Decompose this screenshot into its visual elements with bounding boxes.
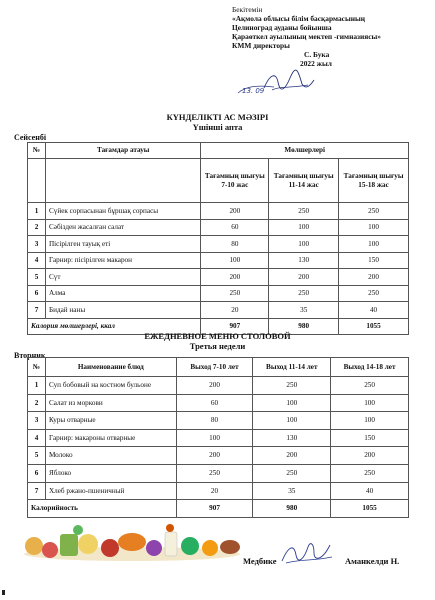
- total-row: [28, 500, 409, 518]
- dish-name: Салат из моркови: [45, 394, 176, 412]
- approval-line-2: Целиноград ауданы бойынша: [232, 22, 332, 32]
- portion-7-10: 80: [176, 412, 253, 430]
- portion-7-10: 250: [176, 464, 253, 482]
- ru-menu-table: [27, 357, 409, 518]
- row-number: 7: [28, 302, 46, 319]
- table-row: [28, 203, 409, 220]
- portion-7-10: 250: [201, 285, 269, 302]
- dish-name: Куры отварные: [45, 412, 176, 430]
- row-number: 3: [28, 412, 46, 430]
- approval-line-1: «Ақмола облысы білім басқармасының: [232, 13, 366, 23]
- portion-14-18: 250: [331, 377, 409, 395]
- kz-subheader-blank: [45, 159, 200, 203]
- ru-header-age2: Выход 11-14 лет: [253, 358, 331, 377]
- row-number: 3: [28, 236, 46, 253]
- total-11-14: 980: [269, 318, 339, 335]
- nurse-name: Аманкелди Н.: [345, 556, 400, 566]
- portion-14-18: 250: [331, 464, 409, 482]
- table-row: [28, 269, 409, 286]
- dish-name: Гарнир: макароны отварные: [45, 429, 176, 447]
- approval-block: [232, 6, 428, 69]
- kz-header-no: №: [28, 143, 46, 159]
- portion-11-14: 130: [269, 252, 339, 269]
- portion-15-18: 250: [339, 203, 409, 220]
- portion-7-10: 200: [176, 447, 253, 465]
- kz-header-name: Тағамдар атауы: [45, 143, 200, 159]
- approval-year: 2022 жыл: [300, 59, 332, 69]
- svg-text:13. 09: 13. 09: [242, 87, 265, 95]
- portion-15-18: 100: [339, 219, 409, 236]
- portion-15-18: 100: [339, 236, 409, 253]
- date-stamp: [236, 82, 276, 96]
- ru-header-age1: Выход 7-10 лет: [176, 358, 253, 377]
- nurse-role: Медбике: [243, 556, 277, 566]
- portion-11-14: 35: [253, 482, 331, 500]
- total-label: Калория мөлшерлері, ккал: [28, 318, 201, 335]
- portion-15-18: 200: [339, 269, 409, 286]
- ru-week: Третья недели: [189, 341, 246, 351]
- dish-name: Пісірілген тауық еті: [45, 236, 200, 253]
- approval-line-5: С. Бука: [304, 49, 330, 59]
- kz-day: Сейсенбі: [14, 133, 47, 142]
- dish-name: Хлеб ржано-пшеничный: [45, 482, 176, 500]
- portion-14-18: 150: [331, 429, 409, 447]
- total-7-10: 907: [176, 500, 253, 518]
- table-row: [28, 447, 409, 465]
- table-row: [28, 394, 409, 412]
- portion-11-14: 250: [269, 285, 339, 302]
- dish-name: Алма: [45, 285, 200, 302]
- kz-menu-table: [27, 142, 409, 335]
- portion-7-10: 20: [201, 302, 269, 319]
- portion-11-14: 100: [269, 236, 339, 253]
- portion-7-10: 200: [201, 269, 269, 286]
- row-number: 2: [28, 219, 46, 236]
- kz-title: КҮНДЕЛІКТІ АС МӘЗІРІ: [166, 112, 269, 122]
- table-row: [28, 429, 409, 447]
- portion-7-10: 200: [176, 377, 253, 395]
- portion-15-18: 40: [339, 302, 409, 319]
- table-row: [28, 464, 409, 482]
- row-number: 4: [28, 429, 46, 447]
- table-row: [28, 377, 409, 395]
- portion-14-18: 40: [331, 482, 409, 500]
- portion-11-14: 200: [269, 269, 339, 286]
- table-row: [28, 219, 409, 236]
- approval-line-4: КММ директоры: [232, 40, 290, 50]
- kz-week: Үшінші апта: [192, 122, 243, 132]
- table-row: [28, 236, 409, 253]
- approval-heading: Бекітемін: [232, 5, 263, 14]
- kz-header-portions: Мөлшерлері: [201, 143, 409, 159]
- total-7-10: 907: [201, 318, 269, 335]
- dish-name: Суп бобовый на костном бульоне: [45, 377, 176, 395]
- ru-title: ЕЖЕДНЕВНОЕ МЕНЮ СТОЛОВОЙ: [144, 331, 291, 341]
- row-number: 5: [28, 269, 46, 286]
- dish-name: Сүт: [45, 269, 200, 286]
- kz-header-age2: Тағамның шығуы 11-14 жас: [269, 159, 339, 203]
- ru-header-no: №: [28, 358, 46, 377]
- row-number: 7: [28, 482, 46, 500]
- portion-7-10: 100: [201, 252, 269, 269]
- food-illustration: [20, 520, 245, 562]
- ru-header-name: Наименование блюд: [45, 358, 176, 377]
- portion-15-18: 250: [339, 285, 409, 302]
- kz-header-age3: Тағамның шығуы 15-18 жас: [339, 159, 409, 203]
- portion-7-10: 100: [176, 429, 253, 447]
- portion-11-14: 100: [253, 394, 331, 412]
- row-number: 6: [28, 285, 46, 302]
- row-number: 4: [28, 252, 46, 269]
- portion-14-18: 100: [331, 394, 409, 412]
- ru-day: Вторник: [14, 351, 46, 360]
- table-row: [28, 482, 409, 500]
- portion-11-14: 100: [269, 219, 339, 236]
- portion-11-14: 130: [253, 429, 331, 447]
- portion-11-14: 35: [269, 302, 339, 319]
- table-row: [28, 252, 409, 269]
- kz-subheader-blank: [28, 159, 46, 203]
- portion-11-14: 250: [253, 377, 331, 395]
- row-number: 1: [28, 203, 46, 220]
- portion-11-14: 250: [269, 203, 339, 220]
- total-label: Калорийность: [28, 500, 177, 518]
- row-number: 6: [28, 464, 46, 482]
- dish-name: Яблоко: [45, 464, 176, 482]
- approval-line-3: Қараөткел ауылының мектеп -гимназиясы»: [232, 31, 381, 41]
- portion-7-10: 20: [176, 482, 253, 500]
- dish-name: Гарнир: пісірілген макарон: [45, 252, 200, 269]
- scan-mark: [2, 590, 5, 595]
- table-row: [28, 302, 409, 319]
- row-number: 1: [28, 377, 46, 395]
- table-row: [28, 285, 409, 302]
- total-11-14: 980: [253, 500, 331, 518]
- portion-11-14: 250: [253, 464, 331, 482]
- dish-name: Молоко: [45, 447, 176, 465]
- portion-11-14: 200: [253, 447, 331, 465]
- portion-14-18: 100: [331, 412, 409, 430]
- dish-name: Бидай наны: [45, 302, 200, 319]
- total-15-18: 1055: [339, 318, 409, 335]
- row-number: 5: [28, 447, 46, 465]
- dish-name: Сүйек сорпасынан бұршақ сорпасы: [45, 203, 200, 220]
- portion-11-14: 100: [253, 412, 331, 430]
- portion-15-18: 150: [339, 252, 409, 269]
- portion-7-10: 80: [201, 236, 269, 253]
- portion-7-10: 60: [176, 394, 253, 412]
- portion-14-18: 200: [331, 447, 409, 465]
- dish-name: Сәбізден жасалған салат: [45, 219, 200, 236]
- row-number: 2: [28, 394, 46, 412]
- portion-7-10: 60: [201, 219, 269, 236]
- total-14-18: 1055: [331, 500, 409, 518]
- table-row: [28, 412, 409, 430]
- nurse-signature: [278, 539, 334, 567]
- ru-header-age3: Выход 14-18 лет: [331, 358, 409, 377]
- portion-7-10: 200: [201, 203, 269, 220]
- kz-header-age1: Тағамның шығуы 7-10 жас: [201, 159, 269, 203]
